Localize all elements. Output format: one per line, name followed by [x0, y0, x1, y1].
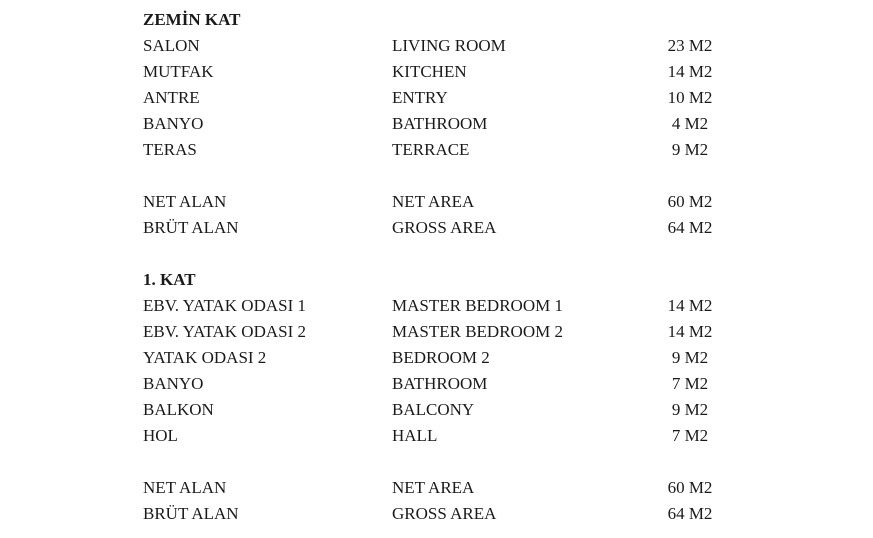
room-row	[143, 345, 743, 371]
spacer	[143, 449, 743, 475]
total-area: 64 M2	[667, 218, 713, 237]
room-name-en: BEDROOM 2	[392, 348, 490, 367]
room-name-tr: HOL	[143, 426, 178, 445]
room-area: 9 M2	[671, 140, 709, 159]
room-area: 9 M2	[671, 348, 709, 367]
room-name-tr: EBV. YATAK ODASI 1	[143, 296, 306, 315]
room-name-tr: ANTRE	[143, 88, 200, 107]
total-label-en: NET AREA	[392, 478, 475, 497]
room-name-tr: BANYO	[143, 374, 204, 393]
total-label-tr: NET ALAN	[143, 478, 227, 497]
total-row-gross	[143, 501, 743, 527]
spacer	[143, 241, 743, 267]
room-name-tr: MUTFAK	[143, 62, 214, 81]
area-schedule	[143, 7, 743, 527]
room-name-en: MASTER BEDROOM 1	[392, 296, 563, 315]
room-name-en: LIVING ROOM	[392, 36, 506, 55]
room-name-en: KITCHEN	[392, 62, 467, 81]
room-area: 7 M2	[671, 426, 709, 445]
room-row	[143, 111, 743, 137]
total-area: 64 M2	[667, 504, 713, 523]
total-label-tr: BRÜT ALAN	[143, 504, 239, 523]
room-row	[143, 137, 743, 163]
total-label-en: GROSS AREA	[392, 218, 497, 237]
room-row	[143, 319, 743, 345]
spacer	[143, 163, 743, 189]
room-row	[143, 59, 743, 85]
room-row	[143, 423, 743, 449]
total-row-gross	[143, 215, 743, 241]
room-area: 7 M2	[671, 374, 709, 393]
room-name-en: ENTRY	[392, 88, 448, 107]
room-name-en: MASTER BEDROOM 2	[392, 322, 563, 341]
total-area: 60 M2	[667, 192, 713, 211]
total-row-net	[143, 189, 743, 215]
total-label-en: NET AREA	[392, 192, 475, 211]
room-name-en: BALCONY	[392, 400, 475, 419]
room-name-tr: BANYO	[143, 114, 204, 133]
room-area: 14 M2	[667, 322, 713, 341]
room-name-tr: YATAK ODASI 2	[143, 348, 267, 367]
room-area: 4 M2	[671, 114, 709, 133]
floor-heading-ground: ZEMİN KAT	[143, 10, 241, 29]
room-row	[143, 33, 743, 59]
room-row	[143, 397, 743, 423]
room-name-en: TERRACE	[392, 140, 470, 159]
room-area: 23 M2	[667, 36, 713, 55]
total-label-en: GROSS AREA	[392, 504, 497, 523]
room-name-tr: EBV. YATAK ODASI 2	[143, 322, 306, 341]
room-name-tr: TERAS	[143, 140, 197, 159]
total-area: 60 M2	[667, 478, 713, 497]
room-area: 14 M2	[667, 62, 713, 81]
room-name-tr: SALON	[143, 36, 200, 55]
room-row	[143, 85, 743, 111]
room-name-en: HALL	[392, 426, 438, 445]
room-name-en: BATHROOM	[392, 114, 488, 133]
room-row	[143, 293, 743, 319]
floor-heading-first: 1. KAT	[143, 270, 196, 289]
room-area: 10 M2	[667, 88, 713, 107]
room-name-tr: BALKON	[143, 400, 214, 419]
room-area: 14 M2	[667, 296, 713, 315]
total-label-tr: NET ALAN	[143, 192, 227, 211]
total-label-tr: BRÜT ALAN	[143, 218, 239, 237]
room-name-en: BATHROOM	[392, 374, 488, 393]
room-row	[143, 371, 743, 397]
room-area: 9 M2	[671, 400, 709, 419]
total-row-net	[143, 475, 743, 501]
